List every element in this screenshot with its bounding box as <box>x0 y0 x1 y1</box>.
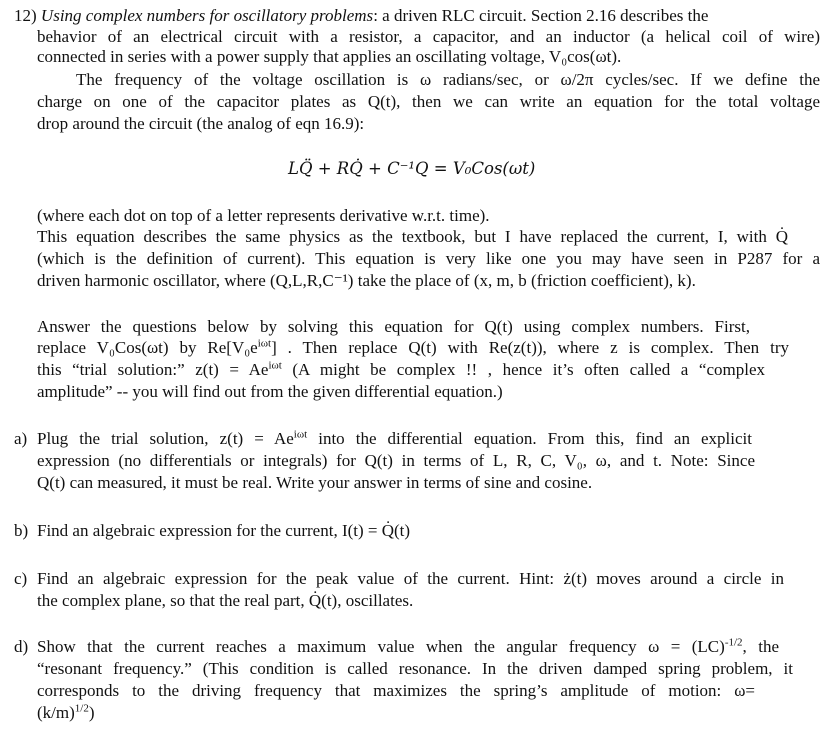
text-line: driven harmonic oscillator, where (Q,L,R,C⁻¹) take the place of (x, m, b (friction coefficient), k). <box>37 271 696 290</box>
part-d-line: corresponds to the driving frequency that maximizes the spring’s amplitude of motion: ω= <box>37 681 755 700</box>
part-a-label: a) <box>14 429 28 448</box>
text-line: behavior of an electrical circuit with a resistor, a capacitor, and an inductor (a helical coil of wire) <box>37 27 820 46</box>
part-d-line: “resonant frequency.” (This condition is called resonance. In the driven damped spring problem, it <box>37 659 793 678</box>
text-line: this “trial solution:” $z(t) = Ae^{i\omega t}$ (A might be complex !! , hence it’s often called a “complex <box>37 359 765 379</box>
text-line: (where each dot on top of a letter represents derivative w.r.t. time). <box>37 206 490 225</box>
part-d-label: d) <box>14 637 29 656</box>
text-line: This equation describes the same physics as the textbook, but I have replaced the current, I, with Q̇ <box>37 227 788 246</box>
text-line: (which is the definition of current). This equation is very like one you may have seen in P287 for a <box>37 249 820 268</box>
part-a-line: Q(t) can measured, it must be real. Write your answer in terms of sine and cosine. <box>37 473 593 492</box>
part-c-line: Find an algebraic expression for the peak value of the current. Hint: ż(t) moves around a circle in <box>37 569 784 588</box>
part-a-line: expression (no differentials or integrals) for Q(t) in terms of L, R, C, V₀, ω, and t. Note: Since <box>37 451 755 470</box>
part-d-line: $(k/m)^{1/2}$) <box>37 702 95 722</box>
problem-heading: Using complex numbers for oscillatory problems <box>40 6 374 25</box>
part-b-label: b) <box>14 521 29 540</box>
text-line: drop around the circuit (the analog of eqn 16.9): <box>37 114 365 133</box>
problem-header <box>14 6 820 26</box>
equation: LQ̈ + RQ̇ + C⁻¹Q = V₀Cos(ωt) <box>288 159 536 178</box>
text-line: Answer the questions below by solving this equation for Q(t) using complex numbers. First, <box>37 317 750 336</box>
problem-intro: : a driven RLC circuit. Section 2.16 describes the <box>373 6 709 25</box>
problem-number: 12) <box>14 6 37 25</box>
part-b-line: Find an algebraic expression for the current, I(t) = Q̇(t) <box>37 521 411 540</box>
text-line: amplitude” -- you will find out from the given differential equation.) <box>37 382 503 401</box>
text-line: replace V₀Cos(ωt) by $Re[V_0e^{i\omega t}]$ . Then replace Q(t) with Re(z(t)), where z is complex. Then try <box>37 337 789 357</box>
part-d-line: Show that the current reaches a maximum value when the angular frequency ω = (LC)$^{-1/2}$, the <box>37 636 779 656</box>
text-line: The frequency of the voltage oscillation is ω radians/sec, or ω/2π cycles/sec. If we define the <box>76 70 820 89</box>
text-line: charge on one of the capacitor plates as Q(t), then we can write an equation for the total voltage <box>37 92 820 111</box>
text-line: connected in series with a power supply that applies an oscillating voltage, V₀cos(ωt). <box>37 47 622 66</box>
part-a-line: Plug the trial solution, $z(t) = Ae^{i\omega t}$ into the differential equation. From this, find an explicit <box>37 428 752 448</box>
part-c-line: the complex plane, so that the real part, Q̇(t), oscillates. <box>37 591 414 610</box>
part-c-label: c) <box>14 569 28 588</box>
